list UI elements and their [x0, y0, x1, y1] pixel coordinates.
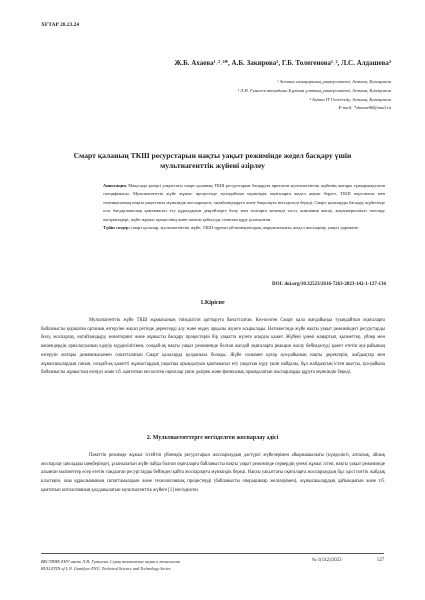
abstract-block [103, 182, 385, 233]
keywords-label: Түйін сөздер: [103, 225, 131, 231]
section-body-method [41, 452, 385, 496]
affiliation-line: ¹ Астана халықаралық университеті, Астана, Қазақстан [277, 79, 391, 84]
doi-link[interactable]: DOI: doi.org/10.32523/2616-7263-2023-142-1-127-136 [271, 282, 386, 287]
author-email: E-mail: *zhanar88@mail.ru [338, 105, 391, 111]
affiliation-line: ² Л.Н. Гумилев атындағы Еуразия ұлттық университеті, Астана, Қазақстан [237, 87, 391, 93]
abstract-text: Мақалада қазіргі уақыттағы смарт қаланың ТКШ ресурстарын басқаруға арналған мультиагенттік жүйенің жоғары тұжырымдалған спецификасы. Мультиагенттік жүйе жұмыс процесінде туындайтын мүмкіндік оқиғаларға жедел жауап беруге, ТКШ персоналы мен техникасының нақты уақыттағы мүмкіндік жоспарлауға, оңтайландыруға және бақылауға негізделеді береді. Смарт қалаларды басқару жүйесінде осы бағдарламалық қамтамасыз ету құралдарын деңгейлерге бөлу мен топтарға кешенді тәсіл, компания жасау, жауапкершілікті тапсыру алгоритмдері, жүйе жұмыс процесінің және шешім қабылдау сеансын құру ұсынылған. [103, 183, 386, 222]
affiliation-list [238, 78, 391, 113]
body-paragraph: Мультиагенттік жүйе ТКШ жұмысының тиімділігін арттыруға бағытталған. Кез-келген Смарт қала жағдайында туындайтын оқиғаларға байланысты қоршаған ортаның өзгеруіне жауап ретінде деректерді алу және өңдеу арқылы жүзеге асырылады. Нәтижесінде жүйе нақты уақыт режиміндегі ресурстарды бөлу, жоспарлау, оңтайландыру, мониторинг және жұмысты басқару процестерін бір уақытта жүзеге асыруы қажет. Жүйені үнемі жаңартып, қызметтер, үйлер мен кешендердің орналасуының едәуір күрделілігімен, сондай-ақ нақты уақыт режиминде болған жағдай оқиғаларға реакция жасау бейімделуді қажет ететін ауа-райының өзгеруін жоғары динамикасымен сипатталатын Смарт қалаларда қолданыла болады. Жүйе сонымен қатар ауа-райының нақты деректерін, жабдықтар мен жұмысшылардың санын, сондай-ақ қажетті жұмыстардың уақытша орындалуын қамтамасыз ету уақытын күру үшін найдалы, бұл жабдықтың істен шығуы, ауа-райына байланысты жұмыстың өзгеруі және т.б. қамтитын кез келген оқиғалар үшін дәлірек және физикалық орындалатын жоспарларды құруға мүмкіндік береді. [41, 318, 385, 376]
paper-title: Смарт қаланың ТКШ ресурстарын нақты уақыт режимінде жедел басқару үшін мультиагенттік жүйені әзірлеу [73, 151, 352, 170]
section-heading-introduction: 1.Кіріспе [200, 300, 225, 306]
footer-journal [41, 558, 180, 573]
footer-divider [41, 553, 384, 554]
affiliation-line: ³ Astana IT University, Астана, Қазақстан [309, 96, 391, 102]
footer-issue: № 1(142)/2023 [312, 558, 342, 563]
author-list: Ж.Б. Ахаева¹˒²˒³*, А.Б. Закирова², Г.Б. Толегенова¹˒², Л.С. Алдашева³ [174, 59, 391, 67]
mtrk-code: ХҒТАР 28.23.24 [41, 22, 80, 28]
abstract-paragraph [103, 182, 385, 224]
footer-journal-line: ВЕСТНИК ЕНУ имени Л.Н. Гумилева. Серия технические науки и технологии [41, 559, 180, 564]
page-number: 127 [376, 558, 384, 563]
abstract-label: Аннотация. [103, 183, 127, 188]
keywords-text: смарт қалалар, мультиагенттік жүйе, ТКШ тұрғын үй-коммуналдық шаруашылығы, жедел жоспарлау, уақыт дәрежеле. [131, 225, 360, 231]
keywords-paragraph [103, 224, 385, 232]
body-paragraph: Пәкеттік режимде жұмыс істейтін үйлемдік ресурстарын жоспарлаудың дәстүрлі жүйелерімен айырмашылығы (күнделікті, апталық, айлық жоспарлау циклдары шеңберінде), ұсынылатын жүйе пайда болған оқиғаларға байланысты нақты уақыт режимінде сервердің үнемі жұмыс істеп, нақты уақыт режиминде алынған мәліметтер есер ететін тандалған ресурстарды бейімдеп қайта жоспарлауға мүмкіндік береді. Нақты уақыттағы оқиғаларға жоспарлаудың бұл әдісі пәттік жабдық кластерін, оны құрылымының сипаттамаларын және технологиялық процестерді (байланысты операциялар желілерімен), жұмысшылардың дайындығын және т.б. қамтитын онтологияның қолданылатын мультиагенттік жүйеге [1] негізделген. [41, 453, 385, 493]
section-heading-method: 2. Мультиагенттерге негізделген жоспарлау әдісі [146, 435, 279, 441]
footer-journal-line: BULLETIN of L.N. Gumilyov ENU. Technical Science and Technology Series [41, 566, 171, 572]
section-body-introduction [41, 317, 385, 378]
